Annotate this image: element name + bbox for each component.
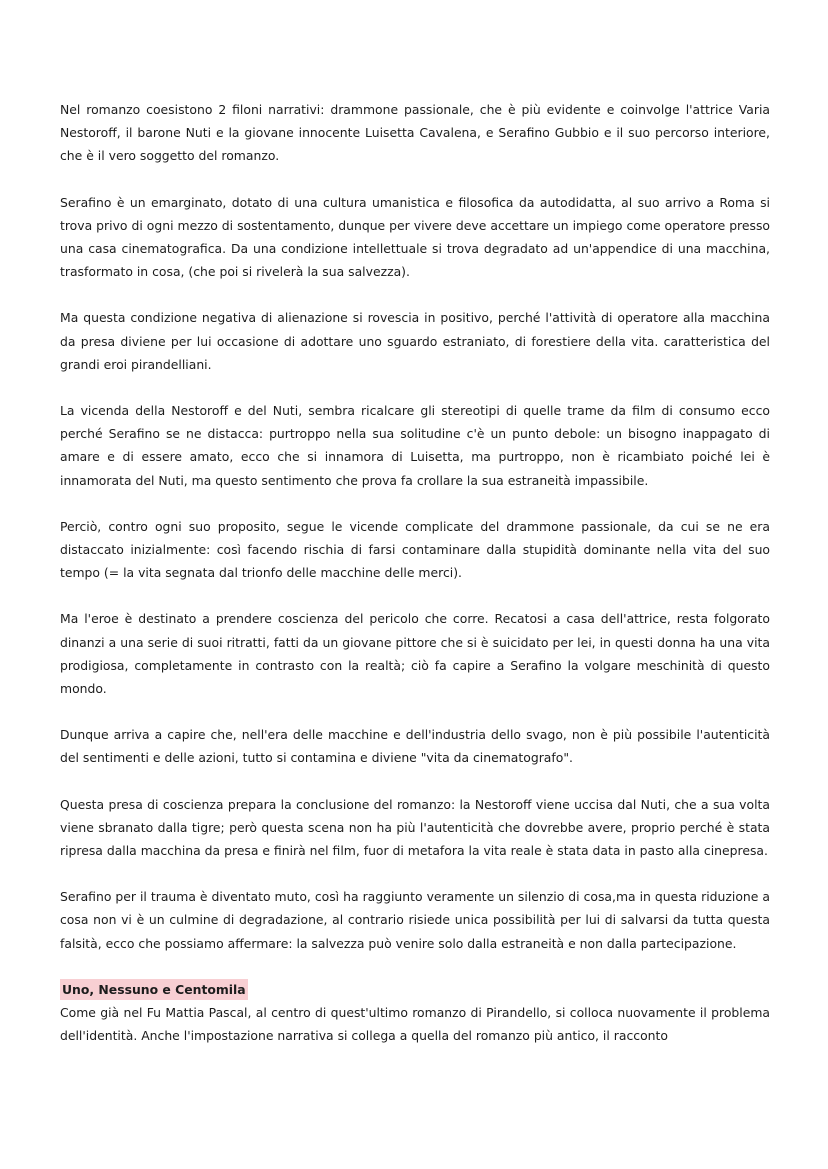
paragraph-2: Serafino è un emarginato, dotato di una cultura umanistica e filosofica da autodidatta, al suo arrivo a Roma si trova privo di ogni mezzo di sostentamento, dunque per vivere deve accettare un impiego come operatore presso una casa cinematografica. Da una condizione intellettuale si trova degradato ad un'appendice di una macchina, trasformato in cosa, (che poi si rivelerà la sua salvezza).	[60, 194, 770, 280]
paragraph-9: Serafino per il trauma è diventato muto, così ha raggiunto veramente un silenzio di cosa,ma in questa riduzione a cosa non vi è un culmine di degradazione, al contrario risiede unica possibilità per lui di salvarsi da tutta questa falsità, ecco che possiamo affermare: la salvezza può venire solo dalla estraneità e non dalla partecipazione.	[60, 889, 770, 951]
paragraph-1: Nel romanzo coesistono 2 filoni narrativi: drammone passionale, che è più evidente e coinvolge l'attrice Varia Nestoroff, il barone Nuti e la giovane innocente Luisetta Cavalena, e Serafino Gubbio e il suo percorso interiore, che è il vero soggetto del romanzo.	[60, 102, 770, 164]
document-page	[60, 98, 770, 1048]
paragraph-4: La vicenda della Nestoroff e del Nuti, sembra ricalcare gli stereotipi di quelle trame da film di consumo ecco perché Serafino se ne distacca: purtroppo nella sua solitudine c'è un punto debole: un bisogno inappagato di amare e di essere amato, ecco che si innamora di Luisetta, ma purtroppo, non è ricambiato poiché lei è innamorata del Nuti, ma questo sentimento che prova fa crollare la sua estraneità impassibile.	[60, 403, 770, 488]
paragraph-8: Questa presa di coscienza prepara la conclusione del romanzo: la Nestoroff viene uccisa dal Nuti, che a sua volta viene sbranato dalla tigre; però questa scena non ha più l'autenticità che dovrebbe avere, proprio perché è stata ripresa dalla macchina da presa e finirà nel film, fuor di metafora la vita reale è stata data in pasto alla cinepresa.	[60, 796, 770, 859]
section-heading: Uno, Nessuno e Centomila	[60, 979, 248, 1000]
paragraph-5: Perciò, contro ogni suo proposito, segue le vicende complicate del drammone passionale, da cui se ne era distaccato inizialmente: così facendo rischia di farsi contaminare dalla stupidità dominante nella vita del suo tempo (= la vita segnata dal trionfo delle macchine delle merci).	[60, 518, 770, 581]
paragraph-3: Ma questa condizione negativa di alienazione si rovescia in positivo, perché l'attività di operatore alla macchina da presa diviene per lui occasione di adottare uno sguardo estraniato, di forestiere della vita. caratteristica del grandi eroi pirandelliani.	[60, 310, 770, 372]
paragraph-7: Dunque arriva a capire che, nell'era delle macchine e dell'industria dello svago, non è più possibile l'autenticità del sentimenti e delle azioni, tutto si contamina e diviene "vita da cinematografo".	[60, 727, 770, 766]
section-paragraph: Come già nel Fu Mattia Pascal, al centro di quest'ultimo romanzo di Pirandello, si colloca nuovamente il problema dell'identità. Anche l'impostazione narrativa si collega a quella del romanzo più antico, il racconto	[60, 1005, 770, 1044]
section-heading-row	[60, 978, 770, 1001]
paragraph-6: Ma l'eroe è destinato a prendere coscienza del pericolo che corre. Recatosi a casa dell'attrice, resta folgorato dinanzi a una serie di suoi ritratti, fatti da un giovane pittore che si è suicidato per lei, in questi donna ha una vita prodigiosa, completamente in contrasto con la realtà; ciò fa capire a Serafino la volgare meschinità di questo mondo.	[60, 611, 770, 697]
